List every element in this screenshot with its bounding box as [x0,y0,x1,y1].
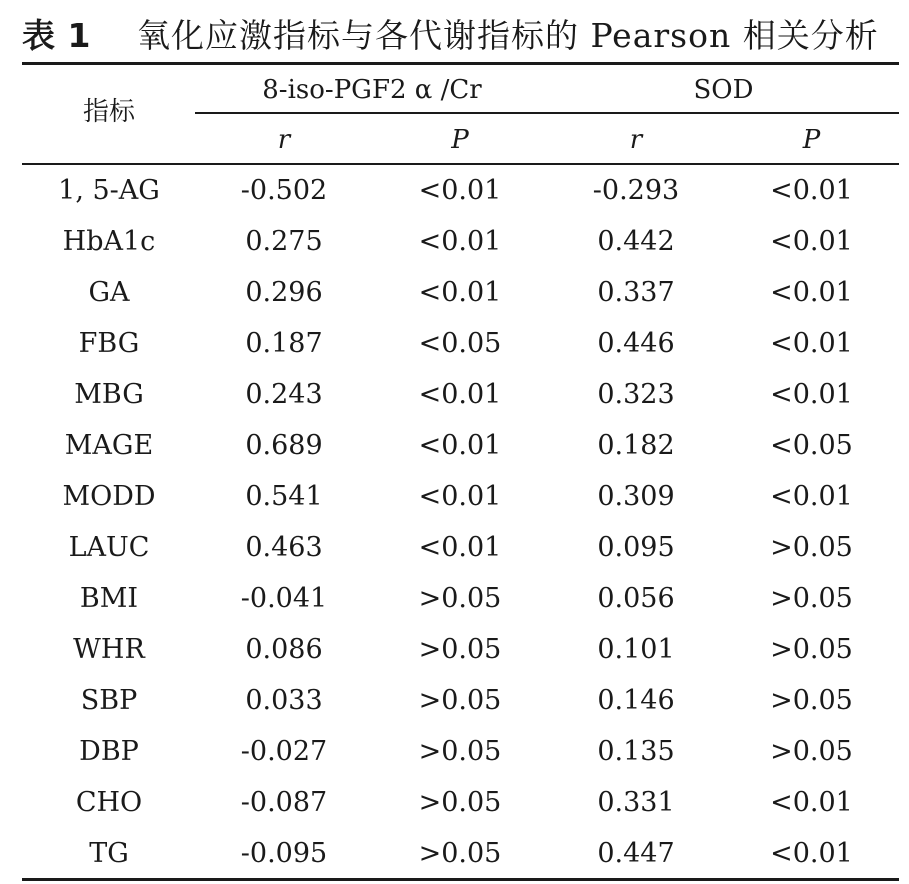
row-name: 1, 5-AG [58,175,160,206]
sod-p-value: <0.01 [770,838,853,869]
sod-p-value: <0.01 [770,787,853,818]
row-name: LAUC [68,532,150,563]
iso-p-value: >0.05 [418,583,502,614]
iso-r-value: 0.243 [245,379,323,410]
iso-p-value: <0.01 [418,430,502,461]
iso-p-value: <0.01 [418,226,502,257]
iso-r-value: 0.296 [245,277,323,308]
iso-p-value: <0.01 [418,379,502,410]
sod-p-value: >0.05 [770,532,853,563]
iso-r-value: 0.275 [245,226,323,257]
header-iso-p: P [451,125,469,155]
top-rule [22,62,899,65]
sod-p-value: >0.05 [770,736,853,767]
row-name: SBP [80,685,138,716]
header-group-iso: 8-iso-PGF2 α /Cr [262,75,482,105]
table-row [0,777,909,828]
iso-r-value: 0.187 [245,328,323,359]
header-sod-p: P [802,125,821,155]
header-index: 指标 [82,97,135,127]
sod-r-value: 0.446 [597,328,675,359]
iso-p-value: <0.01 [418,532,502,563]
sod-r-value: 0.182 [597,430,675,461]
row-name: BMI [79,583,139,614]
row-name: GA [88,277,130,308]
row-name: TG [89,838,129,869]
row-name: DBP [79,736,139,767]
sod-r-value: 0.309 [597,481,675,512]
sod-r-value: 0.135 [597,736,675,767]
sod-r-value: -0.293 [592,175,680,206]
table-row [0,828,909,879]
caption-number: 1 [67,16,92,55]
sod-r-value: 0.442 [597,226,675,257]
sod-r-value: 0.101 [597,634,675,665]
table-row [0,420,909,471]
row-name: FBG [78,328,140,359]
caption-text: 氧化应激指标与各代谢指标的 Pearson 相关分析 [136,16,879,55]
table-row [0,267,909,318]
header-sod-r: r [629,125,643,155]
sod-r-value: 0.056 [597,583,675,614]
iso-p-value: >0.05 [418,736,502,767]
iso-r-value: -0.027 [240,736,328,767]
iso-r-value: -0.041 [240,583,328,614]
header-group-sod: SOD [693,75,754,105]
row-name: MBG [74,379,144,410]
sod-p-value: <0.01 [770,226,853,257]
row-name: MODD [62,481,156,512]
iso-p-value: <0.05 [418,328,502,359]
table-row [0,624,909,675]
sod-p-value: <0.01 [770,277,853,308]
caption-label: 表 [22,16,56,55]
table-row [0,522,909,573]
table-row [0,216,909,267]
table-row [0,471,909,522]
row-name: CHO [75,787,143,818]
sod-p-value: >0.05 [770,583,853,614]
iso-r-value: 0.463 [245,532,323,563]
sod-p-value: >0.05 [770,685,853,716]
sod-p-value: <0.01 [770,328,853,359]
table-row [0,726,909,777]
table-row [0,165,909,216]
iso-p-value: >0.05 [418,787,502,818]
sod-r-value: 0.146 [597,685,675,716]
iso-r-value: 0.033 [245,685,323,716]
sod-p-value: <0.05 [770,430,853,461]
table-caption [22,12,879,60]
table-row [0,369,909,420]
bottom-rule [22,878,899,881]
row-name: HbA1c [62,226,156,257]
iso-r-value: 0.689 [245,430,323,461]
iso-r-value: -0.095 [240,838,328,869]
sod-p-value: <0.01 [770,481,853,512]
table-row [0,318,909,369]
sod-p-value: <0.01 [770,175,853,206]
sod-r-value: 0.095 [597,532,675,563]
sod-p-value: >0.05 [770,634,853,665]
iso-p-value: <0.01 [418,175,502,206]
iso-r-value: -0.087 [240,787,328,818]
iso-p-value: >0.05 [418,685,502,716]
iso-p-value: >0.05 [418,838,502,869]
sod-r-value: 0.323 [597,379,675,410]
header-iso-r: r [277,125,291,155]
sod-r-value: 0.337 [597,277,675,308]
row-name: WHR [73,634,145,665]
sod-r-value: 0.447 [597,838,675,869]
iso-p-value: <0.01 [418,481,502,512]
iso-p-value: >0.05 [418,634,502,665]
sod-r-value: 0.331 [597,787,675,818]
table-row [0,675,909,726]
iso-r-value: -0.502 [240,175,328,206]
iso-r-value: 0.086 [245,634,323,665]
iso-r-value: 0.541 [245,481,323,512]
row-name: MAGE [64,430,154,461]
table-row [0,573,909,624]
group-rule [195,112,899,114]
iso-p-value: <0.01 [418,277,502,308]
sod-p-value: <0.01 [770,379,853,410]
